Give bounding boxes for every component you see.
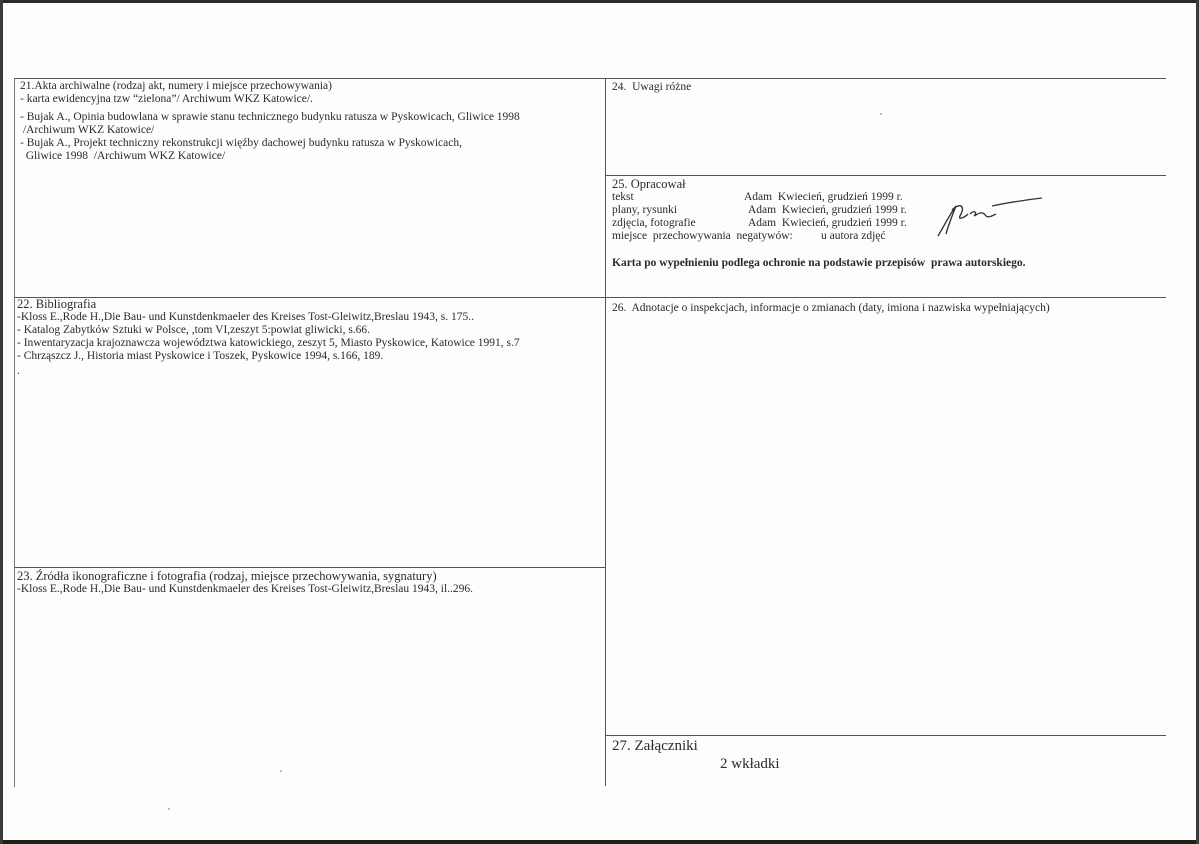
- archival-item: - Bujak A., Opinia budowlana w sprawie stanu technicznego budynku ratusza w Pyskowicach, Gliwice 1998: [20, 111, 520, 123]
- scan-speck: [880, 113, 882, 115]
- section-27-title: 27. Załączniki: [612, 738, 698, 754]
- archival-item: - karta ewidencyjna tzw “zielona”/ Archiwum WKZ Katowice/.: [20, 93, 313, 105]
- scan-speck: [280, 770, 282, 772]
- section-21-archival-records: [20, 80, 520, 163]
- bibliography-item: -Kloss E.,Rode H.,Die Bau- und Kunstdenkmaeler des Kreises Tost-Gleiwitz,Breslau 1943, s. 175..: [17, 311, 474, 323]
- rule-22-23: [14, 567, 605, 568]
- section-23-iconographic-sources: [17, 570, 473, 596]
- prepared-value: Adam Kwiecień, grudzień 1999 r.: [748, 204, 907, 216]
- section-23-title: 23. Źródła ikonograficzne i fotografia (rodzaj, miejsce przechowywania, sygnatury): [17, 569, 437, 583]
- prepared-value: Adam Kwiecień, grudzień 1999 r.: [748, 217, 907, 229]
- section-26-title: 26. Adnotacje o inspekcjach, informacje o zmianach (daty, imiona i nazwiska wypełniających): [612, 302, 1050, 314]
- iconographic-item: -Kloss E.,Rode H.,Die Bau- und Kunstdenkmaeler des Kreises Tost-Gleiwitz,Breslau 1943, il..296.: [17, 583, 474, 595]
- section-24-title: 24. Uwagi różne: [612, 81, 692, 93]
- negatives-value: u autora zdjęć: [821, 230, 886, 242]
- section-21-title: 21.Akta archiwalne (rodzaj akt, numery i miejsce przechowywania): [20, 80, 332, 92]
- section-22-title: 22. Bibliografia: [17, 297, 97, 311]
- copyright-note: Karta po wypełnieniu podlega ochronie na podstawie przepisów prawa autorskiego.: [612, 257, 1026, 269]
- section-22-bibliography: [17, 298, 520, 378]
- bibliography-item: - Chrząszcz J., Historia miast Pyskowice i Toszek, Pyskowice 1994, s.166, 189.: [17, 350, 384, 362]
- attachments-value: 2 wkładki: [720, 756, 780, 772]
- prepared-label: plany, rysunki: [612, 204, 678, 216]
- prepared-label: zdjęcia, fotografie: [612, 217, 696, 229]
- scan-edge-bottom: [0, 840, 1199, 844]
- bibliography-item: - Inwentaryzacja krajoznawcza województwa katowickiego, zeszyt 5, Miasto Pyskowice, Katowice 1991, s.7: [17, 337, 520, 349]
- signature-icon: [930, 196, 1045, 240]
- prepared-label: tekst: [612, 191, 634, 203]
- scan-speck: [168, 808, 170, 810]
- section-27-attachments: [612, 737, 698, 755]
- bibliography-item: .: [17, 365, 20, 377]
- section-25-title: 25. Opracował: [612, 177, 686, 191]
- left-border: [14, 78, 15, 787]
- bibliography-item: - Katalog Zabytków Sztuki w Polsce, ,tom VI,zeszyt 5:powiat gliwicki, s.66.: [17, 324, 371, 336]
- archival-item: /Archiwum WKZ Katowice/: [20, 124, 155, 136]
- prepared-value: Adam Kwiecień, grudzień 1999 r.: [744, 191, 903, 203]
- archival-item: - Bujak A., Projekt techniczny rekonstrukcji więźby dachowej budynku ratusza w Pyskowicach,: [20, 137, 462, 149]
- scan-edge-left: [0, 0, 3, 844]
- section-26-inspection-notes: [612, 302, 1050, 315]
- scan-edge-top: [0, 0, 1199, 3]
- negatives-label: miejsce przechowywania negatywów:: [612, 230, 793, 242]
- section-24-remarks: [612, 81, 691, 94]
- archival-item: Gliwice 1998 /Archiwum WKZ Katowice/: [20, 150, 226, 162]
- column-divider: [605, 78, 606, 786]
- rule-26-27: [605, 735, 1166, 736]
- rule-24-25: [605, 175, 1166, 176]
- rule-top: [14, 78, 1166, 79]
